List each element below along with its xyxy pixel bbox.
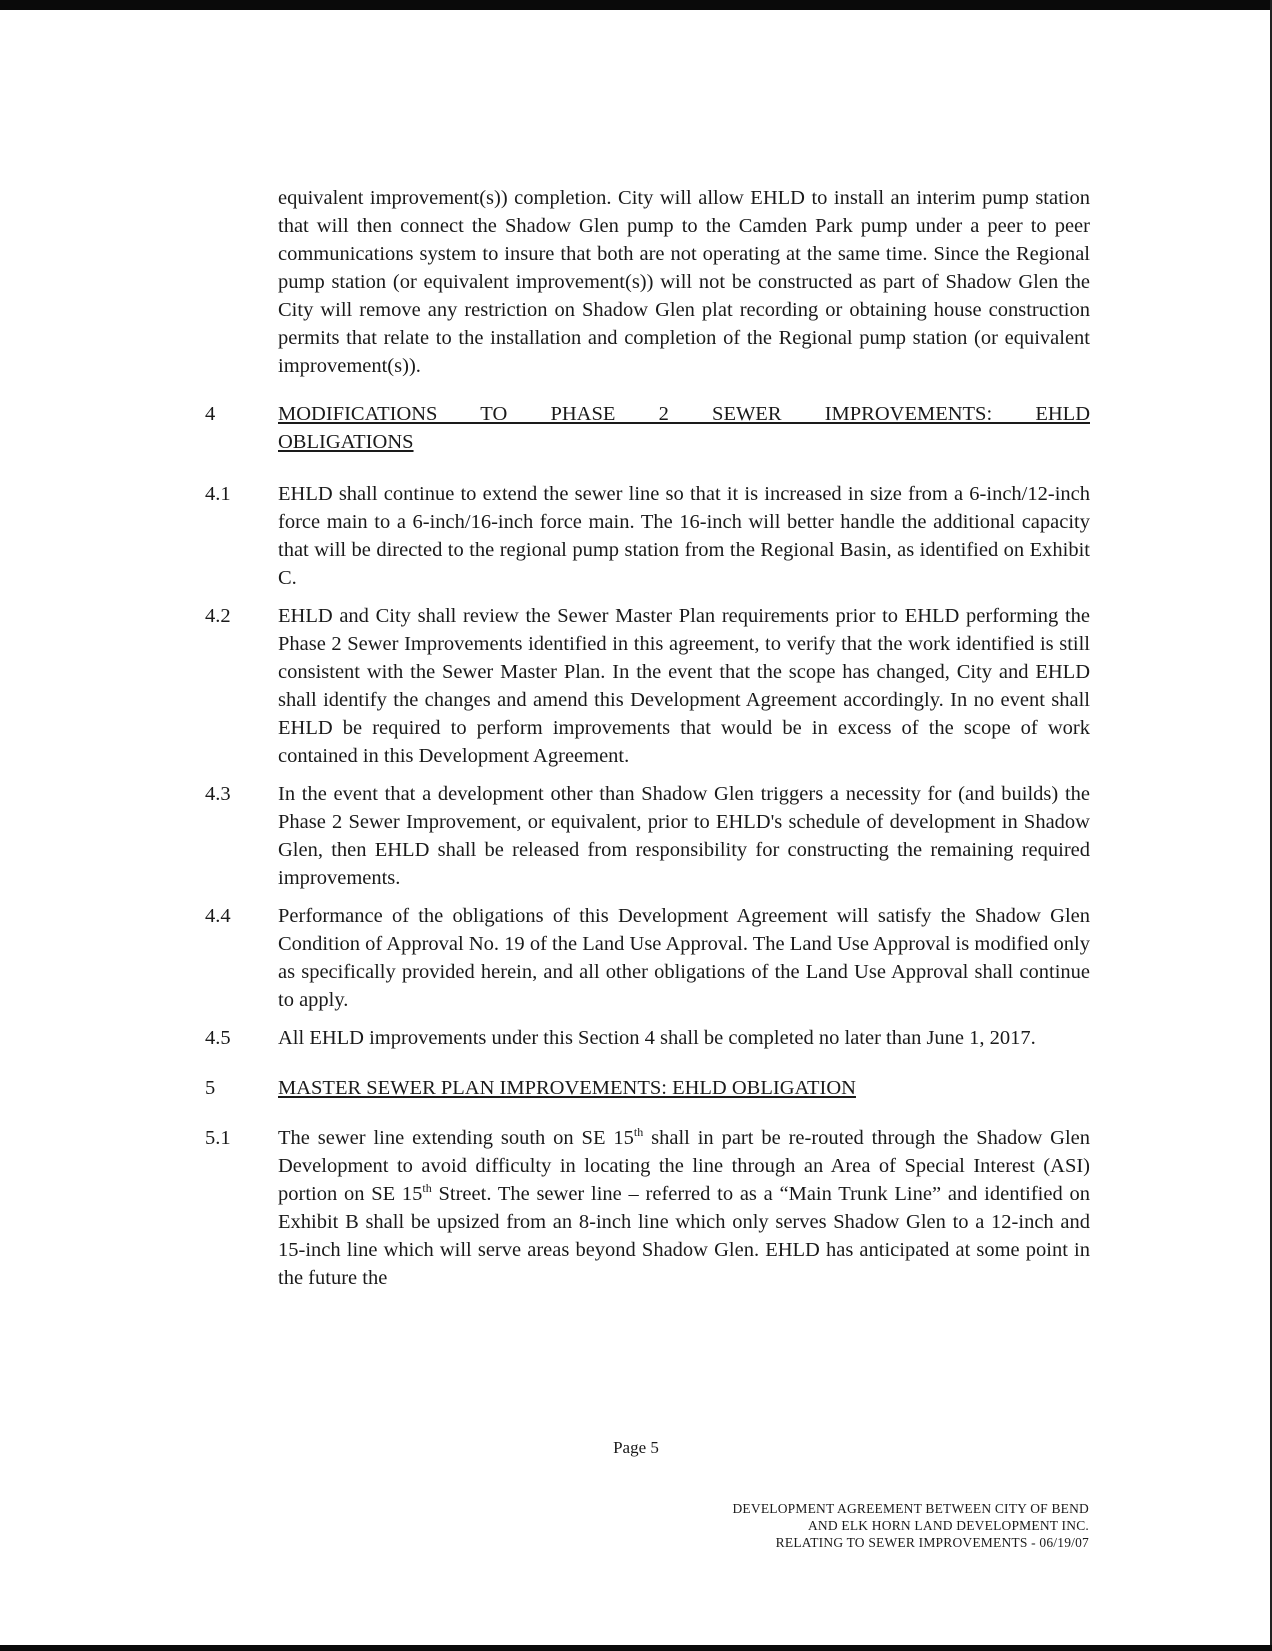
clause-text xyxy=(278,1124,1090,1292)
clause-number: 4.3 xyxy=(205,783,231,805)
clause-4-1 xyxy=(205,480,1090,592)
clause-4-2 xyxy=(205,602,1090,770)
clause-number: 4.2 xyxy=(205,605,231,627)
clause-text-part2: shall in part be re-routed through the Shadow Glen Development to avoid difficulty in locating the line through an Area of Special Interest (ASI) portion on SE 15 xyxy=(278,1127,1090,1205)
clause-text-part1: The sewer line extending south on SE 15 xyxy=(278,1127,634,1149)
footer-line2: AND ELK HORN LAND DEVELOPMENT INC. xyxy=(807,1518,1089,1533)
document-body xyxy=(205,184,1090,1292)
intro-paragraph: equivalent improvement(s)) completion. City will allow EHLD to install an interim pump station that will then connect the Shadow Glen pump to the Camden Park pump under a peer to peer communications system to insure that both are not operating at the same time. Since the Regional pump station (or equivalent improvement(s)) will not be constructed as part of Shadow Glen the City will remove any restriction on Shadow Glen plat recording or obtaining house construction permits that relate to the installation and completion of the Regional pump station (or equivalent improvement(s)). xyxy=(278,187,1090,377)
clause-number: 4.4 xyxy=(205,905,231,927)
section-title-line1: MODIFICATIONS TO PHASE 2 SEWER IMPROVEMENTS: EHLD xyxy=(278,403,1090,425)
section-title xyxy=(278,400,1090,456)
ordinal-suffix: th xyxy=(422,1181,432,1196)
section-number: 4 xyxy=(205,403,216,425)
clause-5-1 xyxy=(205,1124,1090,1292)
clause-text: EHLD shall continue to extend the sewer line so that it is increased in size from a 6-inch/12-inch force main to a 6-inch/16-inch force main. The 16-inch will better handle the additional capacity that will be directed to the regional pump station from the Regional Basin, as identified on Exhibit C. xyxy=(278,483,1090,589)
clause-text: All EHLD improvements under this Section 4 shall be completed no later than June 1, 2017. xyxy=(278,1027,1036,1049)
section-title-line2: OBLIGATIONS xyxy=(278,431,414,453)
clause-number: 4.5 xyxy=(205,1027,231,1049)
clause-4-3 xyxy=(205,780,1090,892)
section-5-heading xyxy=(205,1074,1090,1102)
document-footer xyxy=(589,1500,1089,1551)
ordinal-suffix: th xyxy=(633,1125,644,1140)
clause-text-part3: Street. The sewer line – referred to as a “Main Trunk Line” and identified on Exhibit B shall be upsized from an 8-inch line which only serves Shadow Glen to a 12-inch and 15-inch line which will serve areas beyond Shadow Glen. EHLD has anticipated at some point in the future the xyxy=(278,1183,1090,1289)
clause-number: 4.1 xyxy=(205,483,231,505)
footer-line1: DEVELOPMENT AGREEMENT BETWEEN CITY OF BEND xyxy=(732,1501,1089,1516)
clause-number: 5.1 xyxy=(205,1127,231,1149)
clause-text: In the event that a development other than Shadow Glen triggers a necessity for (and builds) the Phase 2 Sewer Improvement, or equivalent, prior to EHLD's schedule of development in Shadow Glen, then EHLD shall be released from responsibility for constructing the remaining required improvements. xyxy=(278,783,1090,889)
scan-border-top xyxy=(0,0,1272,10)
section-4-heading xyxy=(205,400,1090,456)
section-title: MASTER SEWER PLAN IMPROVEMENTS: EHLD OBLIGATION xyxy=(278,1077,856,1099)
page-number: Page 5 xyxy=(613,1438,659,1457)
clause-text: EHLD and City shall review the Sewer Master Plan requirements prior to EHLD performing the Phase 2 Sewer Improvements identified in this agreement, to verify that the work identified is still consistent with the Sewer Master Plan. In the event that the scope has changed, City and EHLD shall identify the changes and amend this Development Agreement accordingly. In no event shall EHLD be required to perform improvements that would be in excess of the scope of work contained in this Development Agreement. xyxy=(278,605,1090,767)
section-number: 5 xyxy=(205,1077,216,1099)
clause-4-5 xyxy=(205,1024,1090,1052)
footer-line3: RELATING TO SEWER IMPROVEMENTS - 06/19/07 xyxy=(775,1535,1089,1550)
scan-border-bottom xyxy=(0,1645,1272,1651)
clause-4-4 xyxy=(205,902,1090,1014)
clause-text: Performance of the obligations of this Development Agreement will satisfy the Shadow Glen Condition of Approval No. 19 of the Land Use Approval. The Land Use Approval is modified only as specifically provided herein, and all other obligations of the Land Use Approval shall continue to apply. xyxy=(278,905,1090,1011)
